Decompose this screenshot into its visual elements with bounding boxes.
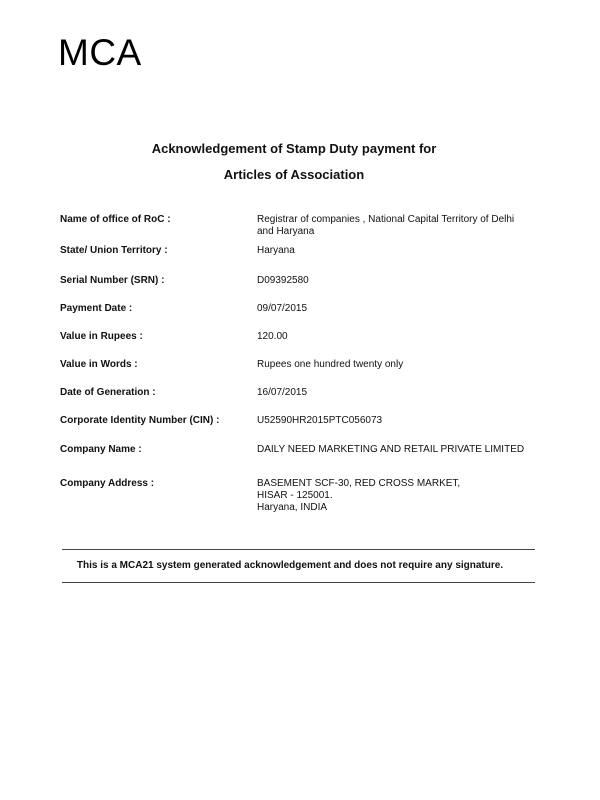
field-value: DAILY NEED MARKETING AND RETAIL PRIVATE LIMITED [257, 444, 525, 455]
field-value: U52590HR2015PTC056073 [257, 415, 383, 426]
field-label: Value in Words : [60, 359, 138, 370]
footer-divider-bottom [62, 582, 535, 583]
field-label: Company Name : [60, 444, 142, 455]
field-value: 16/07/2015 [257, 387, 308, 398]
field-label: Date of Generation : [60, 387, 156, 398]
field-value: D09392580 [257, 275, 309, 286]
mca-logo: MCA [58, 32, 142, 73]
field-label: State/ Union Territory : [60, 245, 168, 256]
document-title-line-1: Acknowledgement of Stamp Duty payment for [151, 141, 437, 156]
field-value: Registrar of companies , National Capital Territory of Delhi and Haryana [257, 214, 515, 237]
field-label: Corporate Identity Number (CIN) : [60, 415, 220, 426]
footer-note: This is a MCA21 system generated acknowledgement and does not require any signature. [76, 560, 504, 571]
field-value: BASEMENT SCF-30, RED CROSS MARKET, HISAR - 125001. Haryana, INDIA [257, 478, 461, 513]
footer-divider-top [62, 549, 535, 550]
field-value: 120.00 [257, 331, 288, 342]
field-label: Serial Number (SRN) : [60, 275, 165, 286]
field-label: Payment Date : [60, 303, 133, 314]
field-value: 09/07/2015 [257, 303, 308, 314]
field-label: Company Address : [60, 478, 155, 489]
document-title-line-2: Articles of Association [223, 167, 365, 182]
field-value: Rupees one hundred twenty only [257, 359, 404, 370]
field-label: Value in Rupees : [60, 331, 143, 342]
field-value: Haryana [257, 245, 295, 256]
field-label: Name of office of RoC : [60, 214, 171, 225]
